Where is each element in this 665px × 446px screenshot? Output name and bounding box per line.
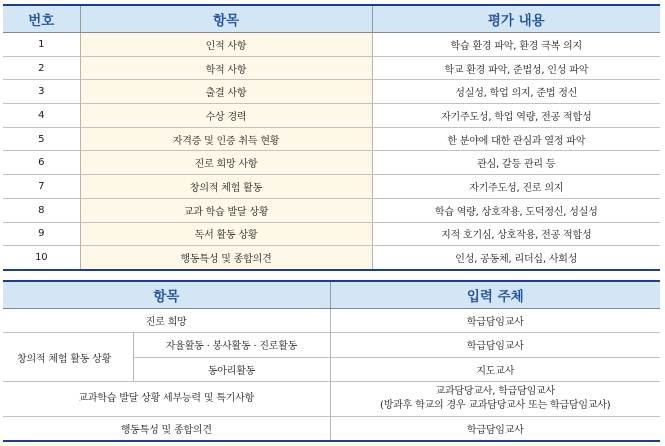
item-creative-group: 창의적 체험 활동 상황	[3, 333, 133, 382]
row-number: 9	[3, 222, 80, 246]
evaluation-table-header	[3, 5, 660, 33]
row-item: 인적 사항	[80, 33, 372, 57]
row-content: 지적 호기심, 상호작용, 전공 적합성	[372, 222, 660, 246]
header-number: 번호	[3, 5, 80, 33]
row-number: 2	[3, 56, 80, 80]
item-behavior: 행동특성 및 종합의견	[3, 416, 330, 441]
table-row	[3, 198, 660, 222]
row-content: 자기주도성, 진로 의지	[372, 175, 660, 199]
row-content: 학습 환경 파악, 환경 극복 의지	[372, 33, 660, 57]
table-row	[3, 175, 660, 199]
row-item: 학적 사항	[80, 56, 372, 80]
table-row	[3, 222, 660, 246]
header-item: 항목	[80, 5, 372, 33]
input-entity-table-header	[3, 281, 660, 309]
item-creative-sub1: 자율활동 · 봉사활동 · 진로활동	[133, 333, 330, 357]
entity-subject	[330, 381, 660, 416]
row-content: 학교 환경 파악, 준법성, 인성 파악	[372, 56, 660, 80]
row-content: 성실성, 학업 의지, 준법 정신	[372, 80, 660, 104]
row-item: 진로 희망 사항	[80, 151, 372, 175]
row-number: 3	[3, 80, 80, 104]
row-content: 학습 역량, 상호작용, 도덕정신, 성실성	[372, 198, 660, 222]
header-entity: 입력 주체	[330, 281, 660, 309]
header-item: 항목	[3, 281, 330, 309]
entity-subject-line2: (방과후 학교의 경우 교과담당교사 또는 학급담임교사)	[380, 399, 611, 411]
entity-behavior: 학급담임교사	[330, 416, 660, 441]
table-row	[3, 104, 660, 128]
row-item: 행동특성 및 종합의견	[80, 246, 372, 270]
table-row	[3, 246, 660, 270]
table-row	[3, 151, 660, 175]
row-item: 자격증 및 인증 취득 현황	[80, 127, 372, 151]
row-item: 출결 사항	[80, 80, 372, 104]
table-row	[3, 80, 660, 104]
table-row	[3, 56, 660, 80]
row-item: 수상 경력	[80, 104, 372, 128]
entity-creative-sub1: 학급담임교사	[330, 333, 660, 357]
table-row	[3, 333, 660, 357]
table-row	[3, 381, 660, 416]
item-career: 진로 희망	[3, 309, 330, 333]
table-row	[3, 416, 660, 441]
row-item: 독서 활동 상황	[80, 222, 372, 246]
entity-career: 학급담임교사	[330, 309, 660, 333]
row-content: 한 분야에 대한 관심과 열정 파악	[372, 127, 660, 151]
row-number: 6	[3, 151, 80, 175]
evaluation-table	[3, 4, 660, 271]
row-number: 4	[3, 104, 80, 128]
row-content: 인성, 공동체, 리더십, 사회성	[372, 246, 660, 270]
table-row	[3, 127, 660, 151]
item-subject: 교과학습 발달 상황 세부능력 및 특기사항	[3, 381, 330, 416]
item-creative-sub2: 동아리활동	[133, 357, 330, 381]
row-number: 1	[3, 33, 80, 57]
row-number: 8	[3, 198, 80, 222]
entity-subject-line1: 교과담당교사, 학급담임교사	[435, 385, 555, 397]
row-number: 5	[3, 127, 80, 151]
row-content: 관심, 갈등 관리 등	[372, 151, 660, 175]
row-content: 자기주도성, 학업 역량, 전공 적합성	[372, 104, 660, 128]
row-item: 창의적 체험 활동	[80, 175, 372, 199]
header-content: 평가 내용	[372, 5, 660, 33]
input-entity-table	[3, 280, 660, 442]
table-row	[3, 309, 660, 333]
table-row	[3, 33, 660, 57]
row-number: 7	[3, 175, 80, 199]
entity-creative-sub2: 지도교사	[330, 357, 660, 381]
row-item: 교과 학습 발달 상황	[80, 198, 372, 222]
row-number: 10	[3, 246, 80, 270]
